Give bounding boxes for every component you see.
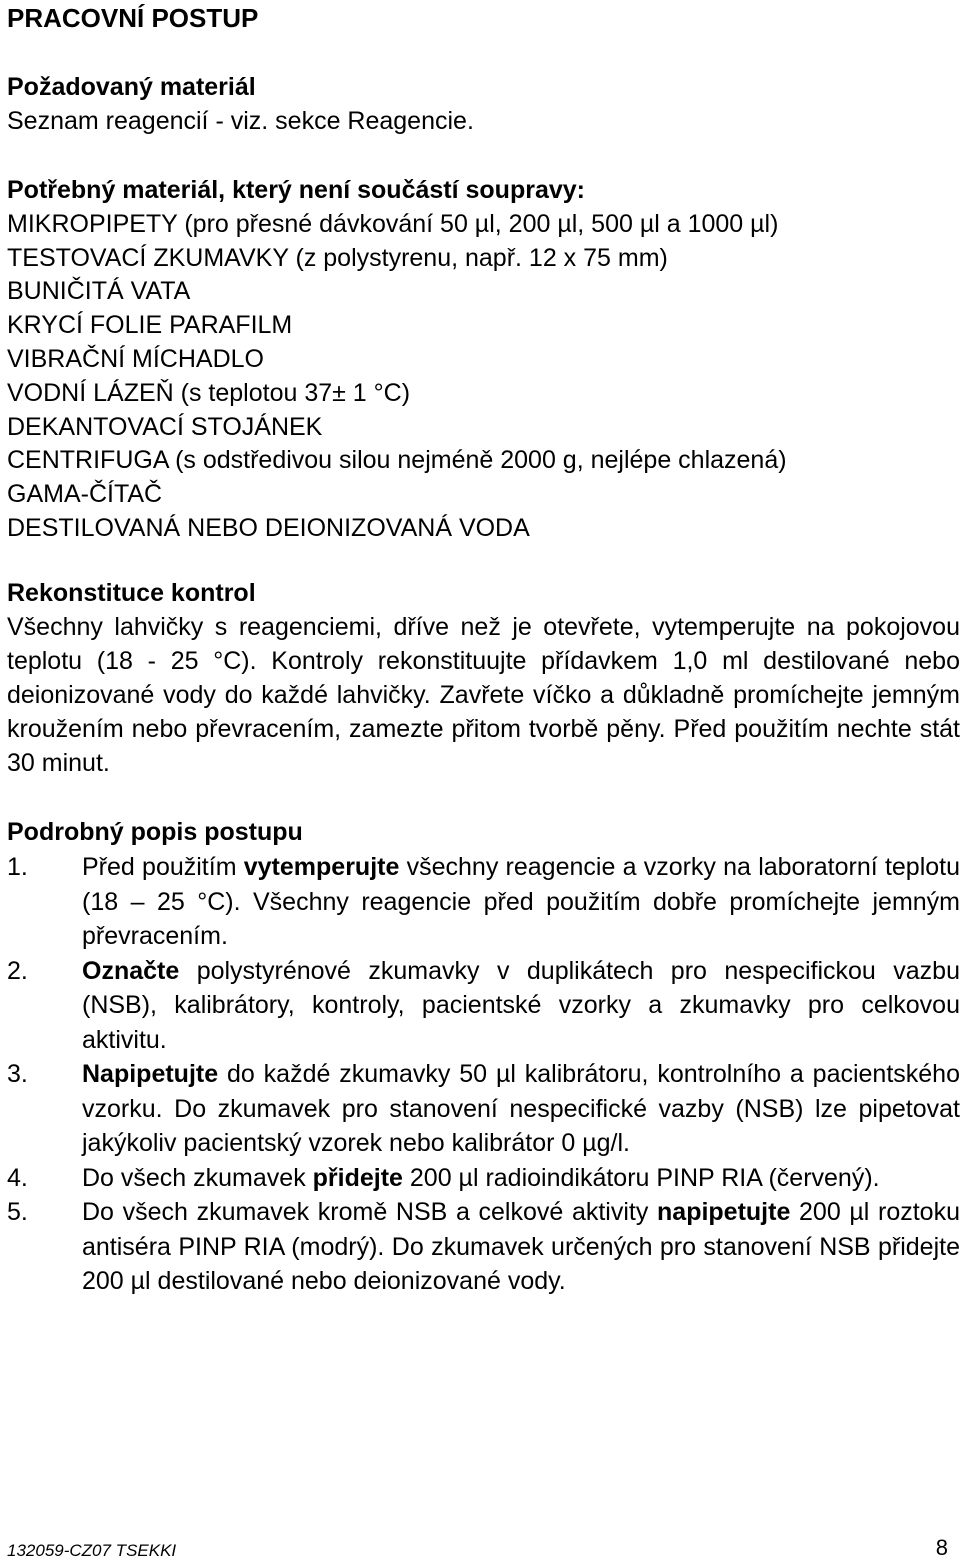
step-text-bold: přidejte xyxy=(312,1163,403,1192)
page-title: PRACOVNÍ POSTUP xyxy=(7,3,259,33)
step-number: 1. xyxy=(7,853,28,881)
step-text-bold: Označte xyxy=(82,956,180,985)
step-number: 2. xyxy=(7,956,28,985)
step-text-post: 200 µl roztoku antiséra PINP RIA (modrý). Do zkumavek určených pro stanovení NSB přidejte 200 µl destilované nebo deionizované vody. xyxy=(82,1198,960,1295)
procedure-steps xyxy=(7,850,960,1299)
needed-item: GAMA-ČÍTAČ xyxy=(7,480,163,509)
needed-item: TESTOVACÍ ZKUMAVKY (z polystyrenu, např. 12 x 75 mm) xyxy=(7,243,668,272)
needed-item: DESTILOVANÁ NEBO DEIONIZOVANÁ VODA xyxy=(7,513,530,542)
needed-item: VODNÍ LÁZEŇ (s teplotou 37± 1 °C) xyxy=(7,378,411,407)
procedure-step xyxy=(7,1195,960,1299)
procedure-step xyxy=(7,850,960,954)
step-number: 3. xyxy=(7,1060,28,1088)
step-number: 5. xyxy=(7,1198,28,1226)
footer-document-code: 132059-CZ07 TSEKKI xyxy=(7,1541,177,1560)
procedure-heading-wrap xyxy=(7,815,960,849)
needed-item: CENTRIFUGA (s odstředivou silou nejméně 2000 g, nejlépe chlazená) xyxy=(7,446,787,475)
step-text-post: všechny reagencie a vzorky na laboratorní teplotu (18 – 25 °C). Všechny reagencie před použitím dobře promíchejte jemným převracením. xyxy=(82,853,960,950)
procedure-heading: Podrobný popis postupu xyxy=(7,818,303,846)
needed-item: VIBRAČNÍ MÍCHADLO xyxy=(7,344,264,373)
reconstitution-section xyxy=(7,576,960,780)
reconstitution-heading: Rekonstituce kontrol xyxy=(7,579,256,607)
footer-page-number: 8 xyxy=(935,1535,948,1560)
step-text-bold: vytemperujte xyxy=(243,853,400,881)
procedure-step xyxy=(7,954,960,1058)
step-text-bold: napipetujte xyxy=(657,1198,791,1226)
needed-item: KRYCÍ FOLIE PARAFILM xyxy=(7,311,293,340)
material-text: Seznam reagencií - viz. sekce Reagencie. xyxy=(7,107,474,135)
step-number: 4. xyxy=(7,1163,28,1192)
needed-heading: Potřebný materiál, který není součástí soupravy: xyxy=(7,176,585,204)
procedure-step xyxy=(7,1057,960,1161)
needed-item: MIKROPIPETY (pro přesné dávkování 50 µl, 200 µl, 500 µl a 1000 µl) xyxy=(7,209,779,238)
material-heading: Požadovaný materiál xyxy=(7,73,256,101)
step-text-post: polystyrénové zkumavky v duplikátech pro nespecifickou vazbu (NSB), kalibrátory, kontroly, pacientské vzorky a zkumavky pro celkovou aktivitu. xyxy=(82,956,960,1054)
step-text-pre: Před použitím xyxy=(82,853,244,881)
step-text-pre: Do všech zkumavek kromě NSB a celkové aktivity xyxy=(82,1198,658,1226)
needed-item: BUNIČITÁ VATA xyxy=(7,277,191,306)
step-text-post: do každé zkumavky 50 µl kalibrátoru, kontrolního a pacientského vzorku. Do zkumavek pro stanovení nespecifické vazby (NSB) lze pipetovat jakýkoliv pacientský vzorek nebo kalibrátor 0 µg/l. xyxy=(82,1060,960,1157)
needed-item: DEKANTOVACÍ STOJÁNEK xyxy=(7,412,323,441)
needed-material-section xyxy=(7,174,960,546)
step-text-post: 200 µl radioindikátoru PINP RIA (červený). xyxy=(402,1163,880,1192)
step-text-bold: Napipetujte xyxy=(82,1060,219,1088)
step-text-pre: Do všech zkumavek xyxy=(82,1163,313,1192)
procedure-step xyxy=(7,1161,960,1196)
material-section xyxy=(7,70,960,138)
document-page xyxy=(5,0,960,1568)
reconstitution-text: Všechny lahvičky s reagenciemi, dříve než je otevřete, vytemperujte na pokojovou teplotu (18 - 25 °C). Kontroly rekonstituujte přídavkem 1,0 ml destilované nebo deionizované vody do každé lahvičky. Zavřete víčko a důkladně promíchejte jemným kroužením nebo převracením, zamezte přitom tvorbě pěny. Před použitím nechte stát 30 minut. xyxy=(7,613,960,777)
